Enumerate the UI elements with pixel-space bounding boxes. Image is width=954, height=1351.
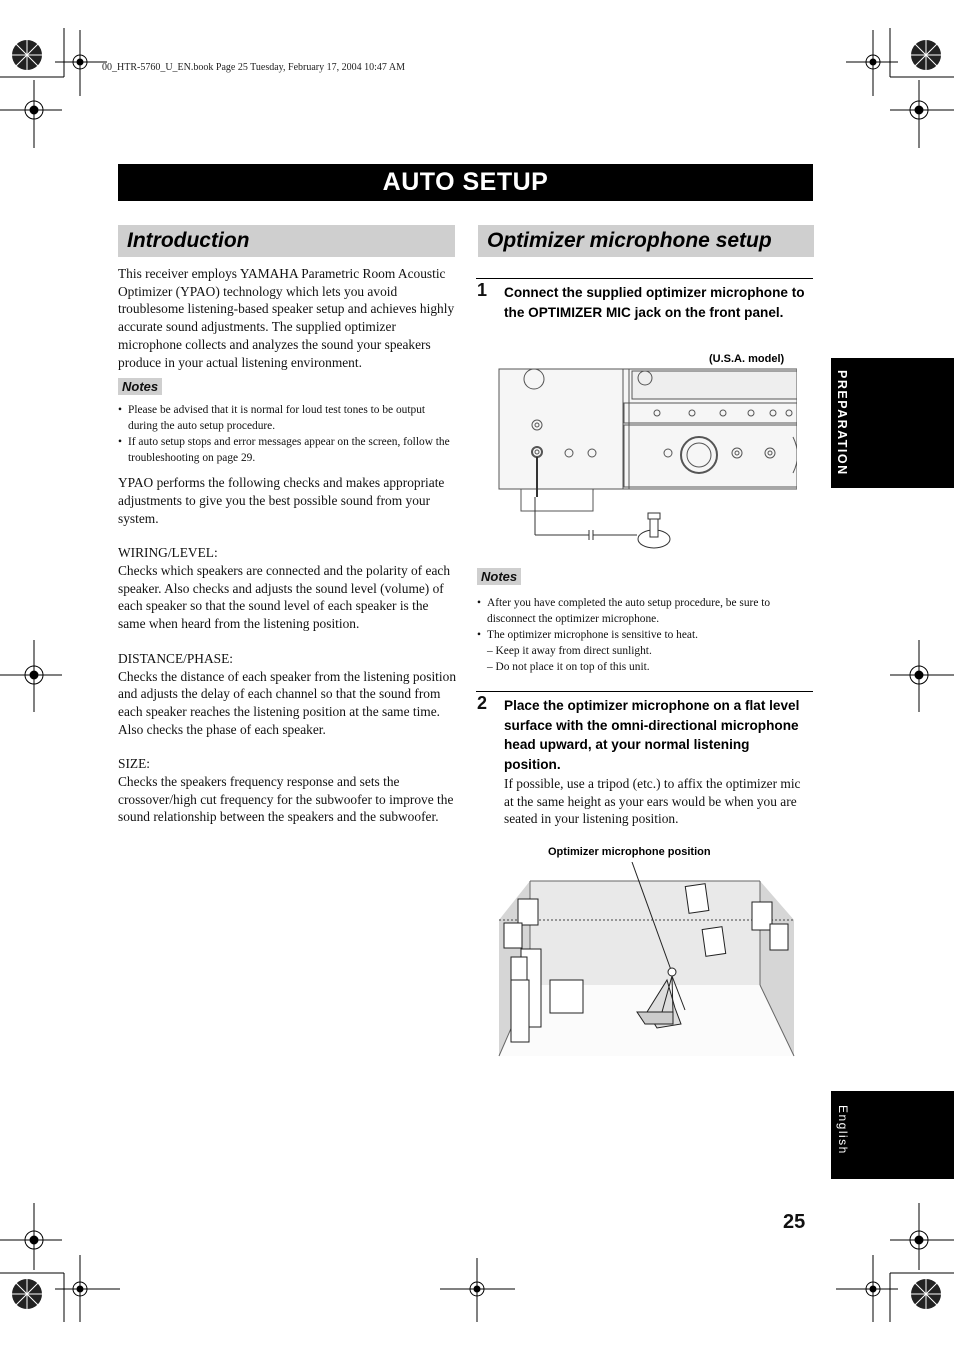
step-number: 1 [477, 280, 488, 300]
page-title: AUTO SETUP [118, 164, 813, 201]
check-name: DISTANCE/PHASE: [118, 650, 233, 666]
front-panel-illustration [497, 367, 797, 552]
notes-label: Notes [118, 378, 162, 395]
note-subitem: – Do not place it on top of this unit. [487, 661, 650, 673]
check-item [118, 544, 456, 633]
introduction-heading: Introduction [118, 225, 455, 257]
note-subitem: – Keep it away from direct sunlight. [487, 645, 652, 657]
check-item [118, 755, 456, 826]
step-detail: If possible, use a tripod (etc.) to affix the optimizer mic at the same height as your ears would be when you are seated in your listening position. [504, 776, 801, 827]
note-item: • Please be advised that it is normal for loud test tones to be output during the auto setup procedure. [118, 402, 456, 434]
note-item: • The optimizer microphone is sensitive to heat. [477, 627, 812, 643]
note-item: • After you have completed the auto setup procedure, be sure to disconnect the optimizer microphone. [477, 595, 812, 627]
notes-list [477, 595, 812, 675]
check-name: SIZE: [118, 756, 150, 772]
note-item: • If auto setup stops and error messages appear on the screen, follow the troubleshooting on page 29. [118, 434, 456, 466]
preparation-tab-label: PREPARATION [835, 370, 849, 476]
notes-label: Notes [477, 568, 521, 585]
notes-block [477, 568, 521, 586]
print-slug: 00_HTR-5760_U_EN.book Page 25 Tuesday, February 17, 2004 10:47 AM [102, 62, 405, 73]
ypao-paragraph: YPAO performs the following checks and makes appropriate adjustments to give you the best possible sound from your system. [118, 475, 445, 526]
step-number: 2 [477, 693, 488, 713]
position-caption: Optimizer microphone position [548, 846, 711, 858]
language-tab-label: English [836, 1105, 850, 1155]
check-name: WIRING/LEVEL: [118, 545, 218, 561]
check-text: Checks which speakers are connected and the polarity of each speaker. Also checks and adjusts the sound level (volume) of each speaker so that the sound level of each speaker is the same when heard from the listening position. [118, 563, 451, 632]
introduction-paragraph: This receiver employs YAMAHA Parametric Room Acoustic Optimizer (YPAO) technology which lets you avoid troublesome listening-based speaker setup and achieves highly accurate sound adjustments. The supplied optimizer microphone collects and analyzes the sound your speakers produce in your actual listening environment. [118, 266, 455, 370]
page-number: 25 [783, 1211, 806, 1233]
check-text: Checks the speakers frequency response and sets the crossover/high cut frequency for the subwoofer to improve the sound relationship between the speakers and the subwoofer. [118, 774, 454, 825]
model-caption: (U.S.A. model) [709, 353, 785, 365]
check-text: Checks the distance of each speaker from the listening position and adjusts the delay of each channel so that the sound from each speaker reaches the listening position at the same time. Also checks the phase of each speaker. [118, 668, 457, 737]
step-instruction: Place the optimizer microphone on a flat level surface with the omni-directional microphone head upward, at your normal listening position. [504, 698, 800, 772]
notes-list [118, 402, 456, 466]
language-tab [831, 1091, 954, 1179]
room-illustration [497, 862, 797, 1058]
step-instruction: Connect the supplied optimizer microphone to the OPTIMIZER MIC jack on the front panel. [504, 285, 805, 320]
check-item [118, 650, 456, 739]
introduction-section [118, 265, 456, 826]
step-divider [476, 278, 813, 279]
notes-block [118, 378, 456, 396]
step-divider [476, 691, 813, 692]
optimizer-heading: Optimizer microphone setup [478, 225, 814, 257]
preparation-tab [831, 358, 954, 488]
